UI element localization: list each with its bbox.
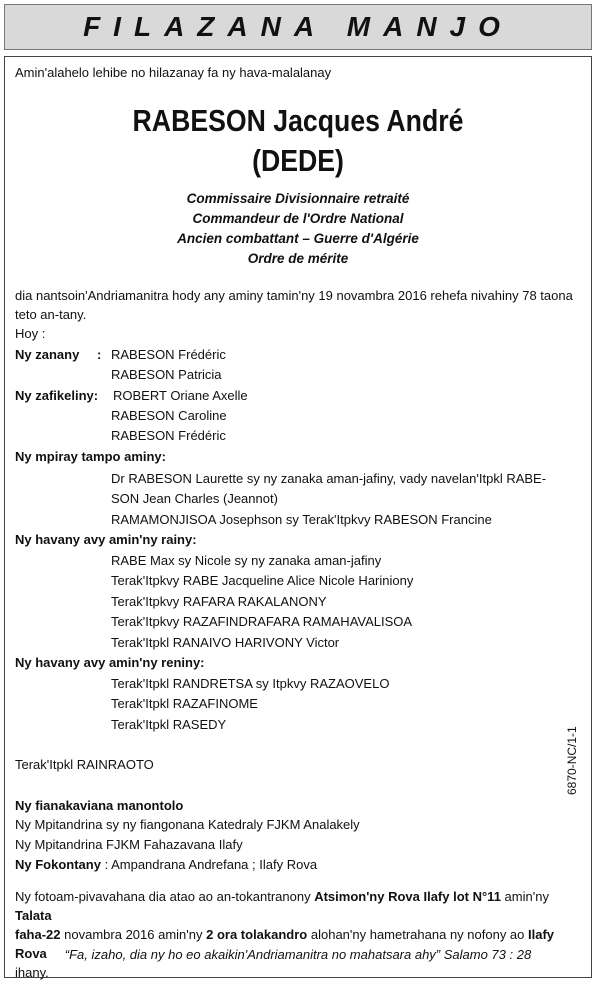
fokontany-label: Ny Fokontany <box>15 857 101 872</box>
family-member: RABE Max sy Nicole sy ny zanaka aman-jafiny <box>111 553 382 568</box>
titles-block <box>5 189 591 269</box>
family-member: Terak'Itpkl RASEDY <box>111 717 227 732</box>
death-notice-line: dia nantsoin'Andriamanitra hody any aminy tamin'ny 19 novambra 2016 rehefa nivahiny 78 taona <box>15 288 573 303</box>
community-label: Ny fianakaviana manontolo <box>15 798 184 813</box>
header-banner <box>4 4 592 50</box>
family-member: Terak'Itpkl RANAIVO HARIVONY Victor <box>111 635 340 650</box>
page-title: FILAZANA MANJO <box>83 11 513 42</box>
hoy-label: Hoy : <box>15 326 46 341</box>
family-member: RAMAMONJISOA Josephson sy Terak'Itpkvy RABESON Francine <box>111 512 492 527</box>
funeral-text: amin'ny <box>500 889 549 904</box>
deceased-name: RABESON Jacques André <box>132 103 464 138</box>
intro-text: Amin'alahelo lehibe no hilazanay fa ny hava-malalanay <box>15 65 332 80</box>
burial-place: Ilafy Rova <box>15 927 555 961</box>
family-member: Dr RABESON Laurette sy ny zanaka aman-jafiny, vady navelan'Itpkl RABE- <box>111 471 547 486</box>
title-line: Commandeur de l'Ordre National <box>192 211 404 226</box>
funeral-text: novambra 2016 amin'ny <box>60 927 207 942</box>
children-label: Ny zanany <box>15 347 80 362</box>
grandchildren-label: Ny zafikeliny: <box>15 388 99 403</box>
community-line: Ny Mpitandrina sy ny fiangonana Katedraly FJKM Analakely <box>15 817 360 832</box>
family-member: Terak'Itpkvy RAFARA RAKALANONY <box>111 594 327 609</box>
fokontany-value: : Ampandrana Andrefana ; Ilafy Rova <box>100 857 318 872</box>
title-line: Ordre de mérite <box>247 251 349 266</box>
title-line: Ancien combattant – Guerre d'Algérie <box>177 231 419 246</box>
family-member: Terak'Itpkl RAINRAOTO <box>15 757 154 772</box>
family-member: Terak'Itpkvy RABE Jacqueline Alice Nicole Hariniony <box>111 573 414 588</box>
family-member: SON Jean Charles (Jeannot) <box>111 491 278 506</box>
funeral-text: Ny fotoam-pivavahana dia atao ao an-tokantranony <box>15 889 315 904</box>
relatives-father-label: Ny havany avy amin'ny rainy: <box>15 532 197 547</box>
funeral-text: alohan'ny hametrahana ny nofony ao <box>307 927 529 942</box>
family-member: Terak'Itpkl RAZAFINOME <box>111 696 258 711</box>
community-line: Ny Mpitandrina FJKM Fahazavana Ilafy <box>15 837 243 852</box>
funeral-date: faha-22 <box>15 927 61 942</box>
family-member: ROBERT Oriane Axelle <box>113 388 248 403</box>
deceased-nickname: (DEDE) <box>252 143 344 178</box>
siblings-label: Ny mpiray tampo aminy: <box>15 449 166 464</box>
funeral-paragraph <box>15 887 581 982</box>
family-member: RABESON Caroline <box>111 408 227 423</box>
reference-code: 6870-NC/1-1 <box>565 726 579 795</box>
family-member: RABESON Frédéric <box>111 428 226 443</box>
funeral-address: Atsimon'ny Rova Ilafy lot N°11 <box>314 889 501 904</box>
scripture-quote: “Fa, izaho, dia ny ho eo akaikin'Andriamanitra no mahatsara ahy” Salamo 73 : 28 <box>64 947 532 962</box>
children-colon: : <box>97 347 102 362</box>
death-notice-line: teto an-tany. <box>15 307 87 322</box>
funeral-time: 2 ora tolakandro <box>206 927 308 942</box>
funeral-text: ihany. <box>15 965 49 980</box>
title-line: Commissaire Divisionnaire retraité <box>186 191 410 206</box>
notice-frame <box>4 56 592 978</box>
funeral-day: Talata <box>15 908 52 923</box>
fokontany-line <box>15 857 317 873</box>
family-member: RABESON Patricia <box>111 367 222 382</box>
family-member: RABESON Frédéric <box>111 347 226 362</box>
relatives-mother-label: Ny havany avy amin'ny reniny: <box>15 655 205 670</box>
family-member: Terak'Itpkvy RAZAFINDRAFARA RAMAHAVALISOA <box>111 614 413 629</box>
family-member: Terak'Itpkl RANDRETSA sy Itpkvy RAZAOVELO <box>111 676 390 691</box>
